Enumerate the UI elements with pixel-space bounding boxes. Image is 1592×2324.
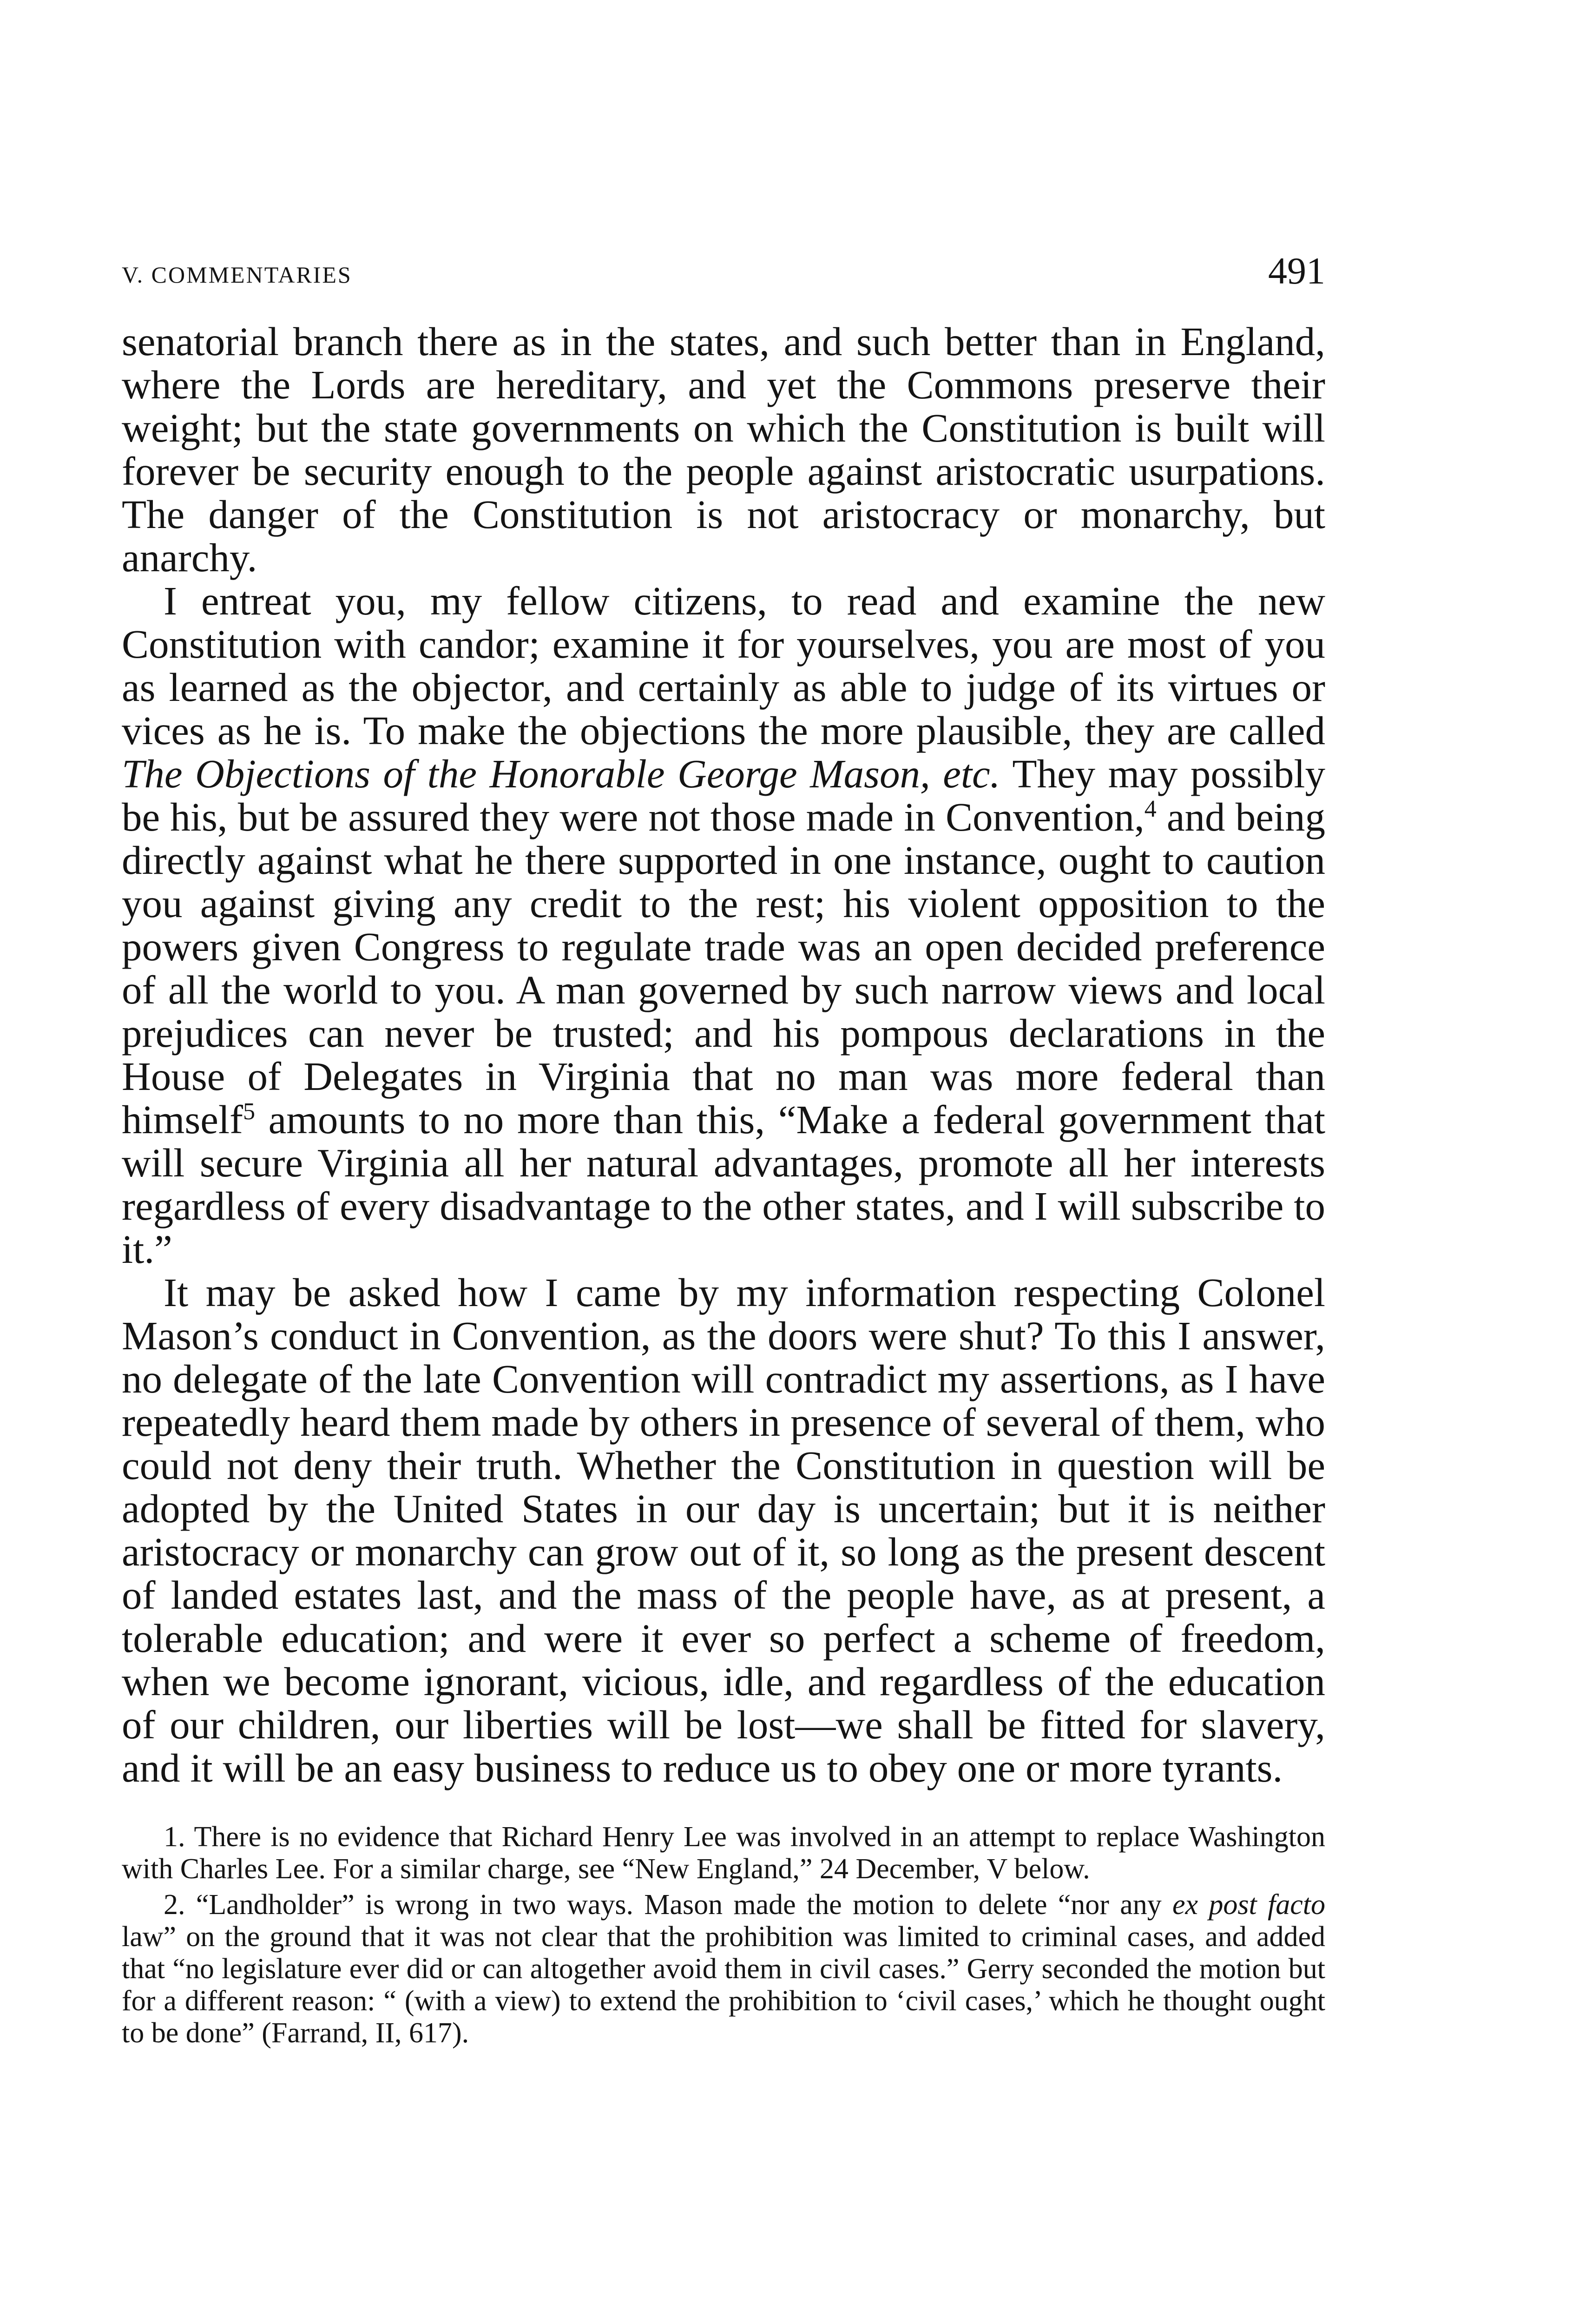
footnote-2 bbox=[122, 1889, 1325, 2049]
footnote-text: law” on the ground that it was not clear that the prohibition was limited to criminal cases, and added that “no legislature ever did or can altogether avoid them in civil cases.” Gerry seconded the motion but for a different reason: “ (with a view) to extend the prohibition to ‘civil cases,’ which he thought ought to be done” (Farrand, II, 617). bbox=[122, 1921, 1325, 2049]
paragraph-text: amounts to no more than this, “Make a federal government that will secure Virginia all her natural advantages, promote all her interests regardless of every disadvantage to the other states, and I will subscribe to it.” bbox=[122, 1097, 1325, 1272]
paragraph-continued: senatorial branch there as in the states, and such better than in England, where the Lords are hereditary, and yet the Commons preserve their weight; but the state governments on which the Constitution is built will forever be security enough to the people against aristocratic usurpations. The danger of the Constitution is not aristocracy or monarchy, but anarchy. bbox=[122, 319, 1325, 580]
footnote-1: 1. There is no evidence that Richard Henry Lee was involved in an attempt to replace Washington with Charles Lee. For a similar charge, see “New England,” 24 December, V below. bbox=[122, 1821, 1325, 1885]
paragraph-entreat bbox=[122, 579, 1325, 1271]
page-number: 491 bbox=[1268, 250, 1325, 292]
paragraph-text: I entreat you, my fellow citizens, to read and examine the new Constitution with candor; examine it for yourselves, you are most of you as learned as the objector, and certainly as able to judge of its virtues or vices as he is. To make the objections the more plausible, they are called bbox=[122, 578, 1325, 753]
main-text bbox=[122, 320, 1325, 1789]
paragraph-information: It may be asked how I came by my information respecting Colonel Mason’s conduct in Convention, as the doors were shut? To this I answer, no delegate of the late Convention will contradict my assertions, as I have repeatedly heard them made by others in presence of several of them, who could not deny their truth. Whether the Constitution in question will be adopted by the United States in our day is uncertain; but it is neither aristocracy or monarchy can grow out of it, so long as the present descent of landed estates last, and the mass of the people have, as at present, a tolerable education; and were it ever so perfect a scheme of freedom, when we become ignorant, vicious, idle, and regardless of the education of our children, our liberties will be lost—we shall be fitted for slavery, and it will be an easy business to reduce us to obey one or more tyrants. bbox=[122, 1270, 1325, 1790]
book-page bbox=[122, 251, 1325, 2053]
footnote-ref-5: 5 bbox=[243, 1098, 255, 1125]
paragraph-text: and being directly against what he there supported in one instance, ought to caution you against giving any credit to the rest; his violent opposition to the powers given Congress to regulate trade was an open decided preference of all the world to you. A man governed by such narrow views and local prejudices can never be trusted; and his pompous declarations in the House of Delegates in Virginia that no man was more federal than himself bbox=[122, 794, 1325, 1142]
pamphlet-title: The Objections of the Honorable George Mason, etc. bbox=[122, 751, 1000, 796]
footnote-ref-4: 4 bbox=[1144, 796, 1157, 822]
paragraph-text: They may possibly be his, but be assured they were not those made in Convention, bbox=[122, 751, 1325, 839]
running-head bbox=[122, 251, 1325, 293]
latin-phrase: ex post facto bbox=[1172, 1889, 1325, 1921]
section-label: V. COMMENTARIES bbox=[122, 262, 352, 288]
footnote-text: 2. “Landholder” is wrong in two ways. Mason made the motion to delete “nor any bbox=[164, 1889, 1173, 1921]
footnotes bbox=[122, 1821, 1325, 2049]
